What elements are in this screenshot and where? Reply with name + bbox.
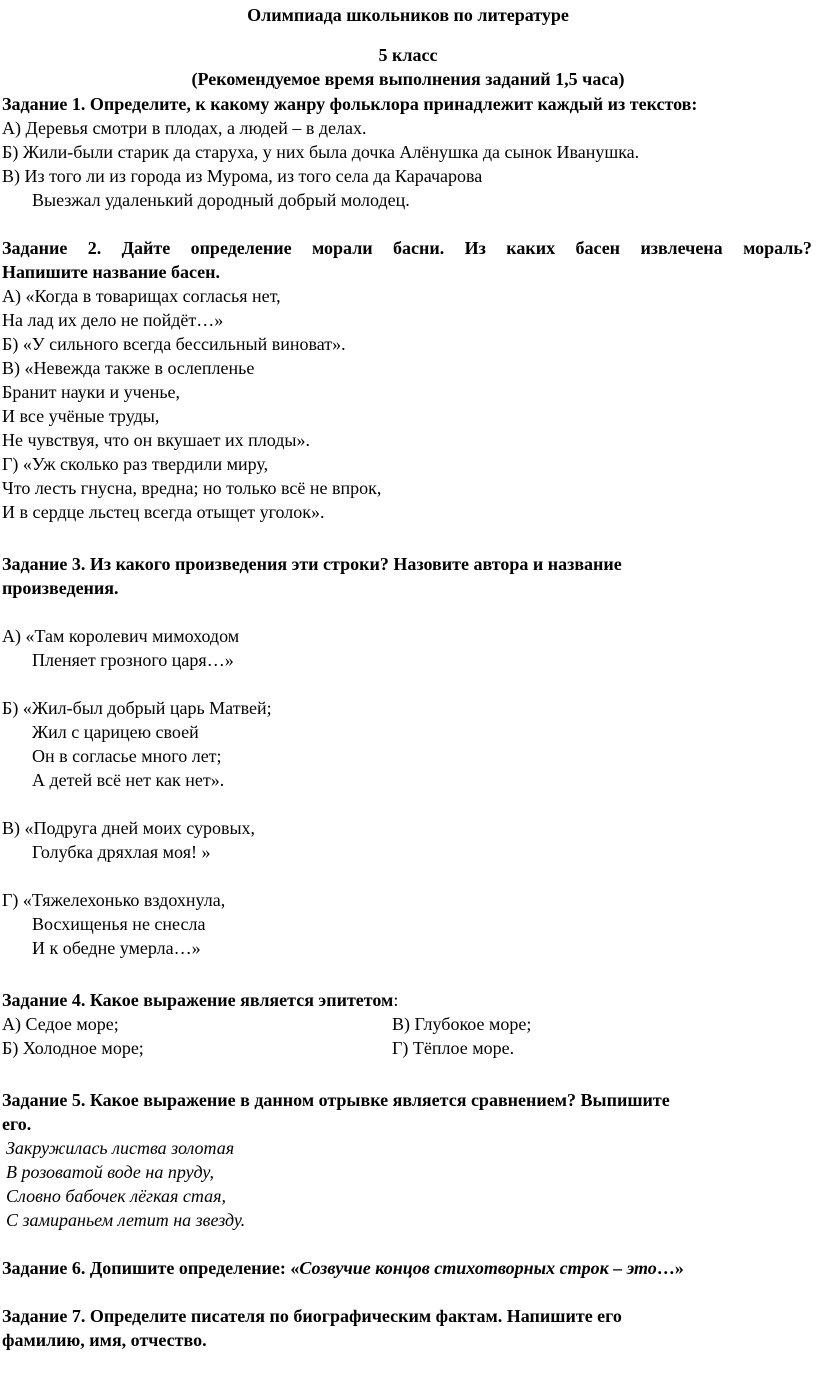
task2-heading xyxy=(2,237,812,259)
task2-line: А) «Когда в товарищах согласья нет, xyxy=(2,286,281,306)
task7-heading-line2: фамилию, имя, отчество. xyxy=(2,1330,207,1350)
task3-b-line: Б) «Жил-был добрый царь Матвей; xyxy=(2,698,272,718)
task5-poem-line: Закружилась листва золотая xyxy=(6,1138,235,1158)
task1-line-b: Б) Жили-были старик да старуха, у них была дочка Алёнушка да сынок Иванушка. xyxy=(2,142,640,162)
task6-definition: Созвучие концов стихотворных строк – это xyxy=(299,1258,657,1278)
task5-heading: Задание 5. Какое выражение в данном отрывке является сравнением? Выпишите xyxy=(2,1090,670,1110)
task3-d-line: Восхищенья не снесла xyxy=(32,914,206,934)
task5-heading-line2: его. xyxy=(2,1114,32,1134)
task6-ending: …» xyxy=(656,1258,684,1278)
task3-heading: Задание 3. Из какого произведения эти строки? Назовите автора и название xyxy=(2,554,622,574)
task3-b-line: А детей всё нет как нет». xyxy=(32,770,225,790)
task2-line: И все учёные труды, xyxy=(2,406,160,426)
task3-a-line: А) «Там королевич мимоходом xyxy=(2,626,240,646)
recommended-time: (Рекомендуемое время выполнения заданий 1,5 часа) xyxy=(191,69,625,89)
task2-line: Что лесть гнусна, вредна; но только всё не впрок, xyxy=(2,478,382,498)
task2-line: Не чувствуя, что он вкушает их плоды». xyxy=(2,430,310,450)
task3-b-line: Жил с царицею своей xyxy=(32,722,199,742)
olympiad-title: Олимпиада школьников по литературе xyxy=(247,5,569,25)
task2-heading-word: определение xyxy=(190,238,292,258)
task1-line-a: А) Деревья смотри в плодах, а людей – в делах. xyxy=(2,118,367,138)
task3-c-line: В) «Подруга дней моих суровых, xyxy=(2,818,256,838)
task4-option-v: В) Глубокое море; xyxy=(392,1014,532,1034)
task1-line-c: В) Из того ли из города из Мурома, из того села да Карачарова xyxy=(2,166,483,186)
task2-line: Г) «Уж сколько раз твердили миру, xyxy=(2,454,269,474)
task2-line: И в сердце льстец всегда отыщет уголок». xyxy=(2,502,325,522)
task2-heading-word: извлечена xyxy=(640,238,723,258)
task3-heading-line2: произведения. xyxy=(2,578,119,598)
task1-line-c2: Выезжал удаленький дородный добрый молодец. xyxy=(32,190,410,210)
task2-line: На лад их дело не пойдёт…» xyxy=(2,310,224,330)
task2-heading-word: морали xyxy=(312,238,373,258)
task7-heading: Задание 7. Определите писателя по биографическим фактам. Напишите его xyxy=(2,1306,622,1326)
task2-line: В) «Невежда также в ослепленье xyxy=(2,358,255,378)
task3-a-line: Пленяет грозного царя…» xyxy=(32,650,234,670)
task2-heading-word: басен xyxy=(575,238,621,258)
task2-heading-word: Из xyxy=(464,238,486,258)
task4-heading-colon: : xyxy=(393,990,399,1010)
task4-option-b: Б) Холодное море; xyxy=(2,1038,144,1058)
task6-heading-text: Задание 6. Допишите определение: « xyxy=(2,1258,300,1278)
task3-b-line: Он в согласье много лет; xyxy=(32,746,222,766)
task2-heading-word: каких xyxy=(506,238,556,258)
task2-heading-word: 2. xyxy=(87,238,102,258)
task2-heading-word: мораль? xyxy=(743,238,812,258)
task2-line: Бранит науки и ученье, xyxy=(2,382,181,402)
task4-heading xyxy=(2,989,398,1011)
task2-heading-word: басни. xyxy=(393,238,445,258)
task6-heading xyxy=(2,1257,684,1279)
task3-d-line: Г) «Тяжелехонько вздохнула, xyxy=(2,890,226,910)
task5-poem-line: С замираньем летит на звезду. xyxy=(6,1210,246,1230)
task4-option-a: А) Седое море; xyxy=(2,1014,119,1034)
task4-heading-text: Задание 4. Какое выражение является эпитетом xyxy=(2,990,394,1010)
task2-line: Б) «У сильного всегда бессильный виноват». xyxy=(2,334,346,354)
task4-option-g: Г) Тёплое море. xyxy=(392,1038,515,1058)
task5-poem-line: Словно бабочек лёгкая стая, xyxy=(6,1186,226,1206)
task2-heading-word: Дайте xyxy=(121,238,171,258)
task3-c-line: Голубка дряхлая моя! » xyxy=(32,842,211,862)
task2-heading-line2: Напишите название басен. xyxy=(2,262,221,282)
task1-heading: Задание 1. Определите, к какому жанру фольклора принадлежит каждый из текстов: xyxy=(2,94,698,114)
task3-d-line: И к обедне умерла…» xyxy=(32,938,201,958)
grade-label: 5 класс xyxy=(378,45,438,65)
task5-poem-line: В розоватой воде на пруду, xyxy=(6,1162,214,1182)
task2-heading-word: Задание xyxy=(2,238,68,258)
